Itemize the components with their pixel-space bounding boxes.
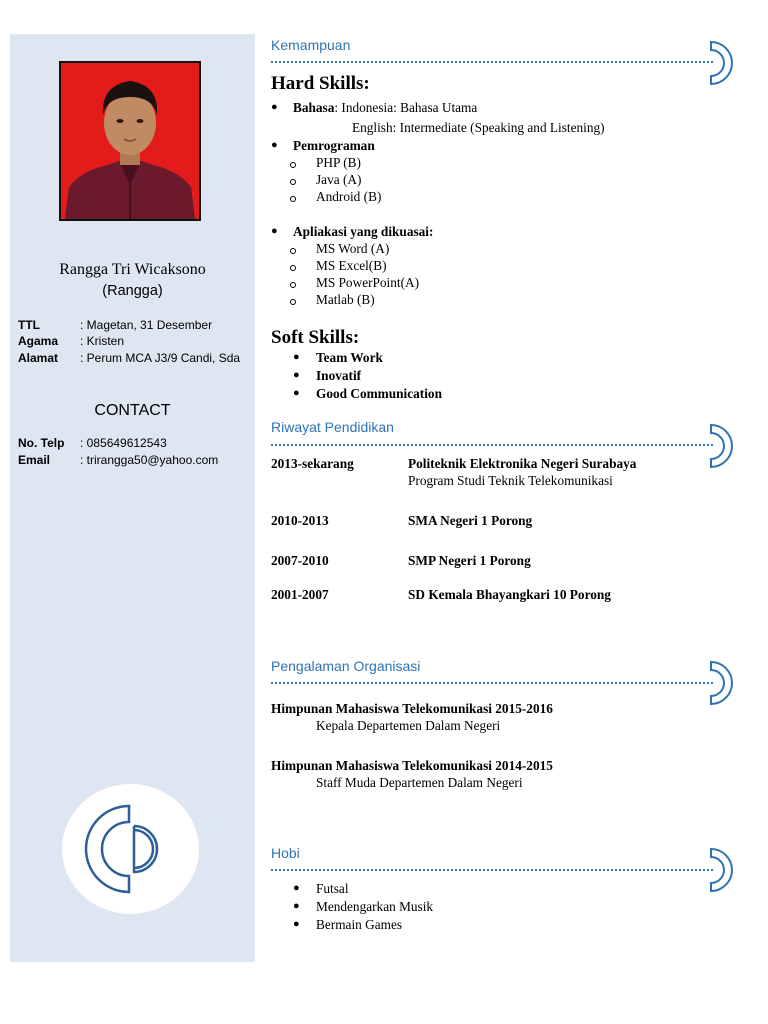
bullet-icon: ●: [293, 900, 300, 912]
organization-name: Himpunan Mahasiswa Telekomunikasi 2014-2015: [271, 758, 553, 773]
section-title-pendidikan: Riwayat Pendidikan: [271, 419, 394, 435]
bullet-icon: ●: [293, 387, 300, 399]
bullet-icon: ●: [293, 351, 300, 363]
bullet-icon: ●: [271, 139, 278, 151]
aplikasi-label: Apliakasi yang dikuasai:: [293, 224, 434, 239]
aplikasi-item: MS Excel(B): [316, 258, 387, 273]
hobby-item: Bermain Games: [316, 917, 403, 932]
pemrograman-item: Android (B): [316, 189, 382, 204]
soft-skills-title: Soft Skills:: [271, 327, 360, 348]
organization-role: Staff Muda Departemen Dalam Negeri: [316, 775, 523, 790]
info-label: TTL: [18, 318, 40, 332]
soft-skill-item: Inovatif: [316, 368, 362, 383]
education-school: Politeknik Elektronika Negeri Surabaya: [408, 456, 637, 471]
aplikasi-item: MS Word (A): [316, 241, 390, 256]
education-school: SD Kemala Bhayangkari 10 Porong: [408, 587, 611, 602]
contact-label: No. Telp: [18, 436, 65, 450]
section-divider: [271, 682, 713, 684]
contact-value: : 085649612543: [80, 436, 167, 450]
education-year: 2001-2007: [271, 587, 329, 602]
profile-name: Rangga Tri Wicaksono: [59, 261, 206, 278]
circle-bullet-icon: [290, 196, 296, 202]
education-year: 2007-2010: [271, 553, 329, 568]
half-circle-icon: [708, 847, 740, 893]
section-divider: [271, 61, 713, 63]
education-school: SMA Negeri 1 Porong: [408, 513, 533, 528]
education-year: 2010-2013: [271, 513, 329, 528]
aplikasi-item: MS PowerPoint(A): [316, 275, 420, 290]
bullet-icon: ●: [271, 101, 278, 113]
cd-logo-icon: [62, 784, 199, 914]
logo-circle: [62, 784, 199, 914]
info-value: : Perum MCA J3/9 Candi, Sda: [80, 351, 241, 365]
bullet-icon: ●: [293, 918, 300, 930]
section-divider: [271, 869, 713, 871]
circle-bullet-icon: [290, 162, 296, 168]
bahasa-value: : Indonesia: Bahasa Utama: [334, 100, 478, 115]
organization-role: Kepala Departemen Dalam Negeri: [316, 718, 501, 733]
pemrograman-label: Pemrograman: [293, 138, 375, 153]
contact-title: CONTACT: [94, 402, 171, 419]
hobby-item: Mendengarkan Musik: [316, 899, 434, 914]
education-detail: Program Studi Teknik Telekomunikasi: [408, 473, 613, 488]
section-title-organisasi: Pengalaman Organisasi: [271, 658, 421, 674]
contact-value: : trirangga50@yahoo.com: [80, 453, 219, 467]
info-label: Agama: [18, 334, 59, 348]
section-divider: [271, 444, 713, 446]
bahasa-line1: [293, 100, 477, 116]
aplikasi-item: Matlab (B): [316, 292, 375, 307]
education-year: 2013-sekarang: [271, 456, 354, 471]
education-school: SMP Negeri 1 Porong: [408, 553, 531, 568]
hobby-item: Futsal: [316, 881, 349, 896]
bahasa-line2: English: Intermediate (Speaking and Listening): [352, 120, 605, 135]
soft-skill-item: Good Communication: [316, 386, 442, 401]
pemrograman-item: PHP (B): [316, 155, 361, 170]
circle-bullet-icon: [290, 179, 296, 185]
profile-photo: [59, 61, 201, 221]
circle-bullet-icon: [290, 265, 296, 271]
circle-bullet-icon: [290, 248, 296, 254]
bahasa-label: Bahasa: [293, 100, 335, 115]
circle-bullet-icon: [290, 299, 296, 305]
info-value: : Magetan, 31 Desember: [80, 318, 213, 332]
info-label: Alamat: [18, 351, 59, 365]
bullet-icon: ●: [293, 882, 300, 894]
half-circle-icon: [708, 40, 740, 86]
bullet-icon: ●: [293, 369, 300, 381]
contact-label: Email: [18, 453, 51, 467]
section-title-kemampuan: Kemampuan: [271, 37, 351, 53]
circle-bullet-icon: [290, 282, 296, 288]
section-title-hobi: Hobi: [271, 845, 300, 861]
hard-skills-title: Hard Skills:: [271, 73, 370, 94]
half-circle-icon: [708, 423, 740, 469]
info-value: : Kristen: [80, 334, 125, 348]
profile-nickname: (Rangga): [102, 283, 163, 299]
organization-name: Himpunan Mahasiswa Telekomunikasi 2015-2016: [271, 701, 553, 716]
pemrograman-item: Java (A): [316, 172, 362, 187]
soft-skill-item: Team Work: [316, 350, 383, 365]
half-circle-icon: [708, 660, 740, 706]
bullet-icon: ●: [271, 225, 278, 237]
